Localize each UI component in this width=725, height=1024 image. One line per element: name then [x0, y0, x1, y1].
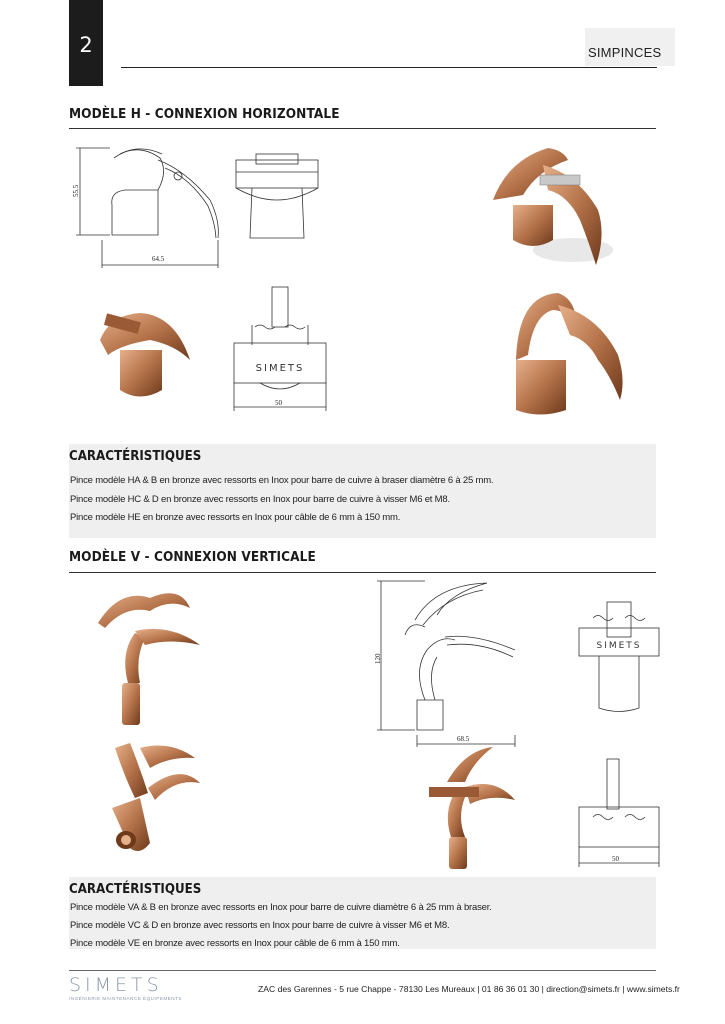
model-h-side-drawing — [70, 140, 230, 275]
page-number-block — [69, 0, 103, 86]
model-v-render-bottom-center — [425, 742, 520, 872]
dim-height-v: 120 — [374, 653, 382, 664]
char-v-title: CARACTÉRISTIQUES — [69, 881, 202, 897]
char-h-line-1: Pince modèle HA & B en bronze avec ressorts en Inox pour barre de cuivre à braser diamètre 6 à 25 mm. — [70, 475, 494, 486]
model-h-front-drawing — [232, 152, 322, 242]
char-v-line-1: Pince modèle VA & B en bronze avec ressorts en Inox pour barre de cuivre diamètre 6 à 25 mm à braser. — [70, 902, 492, 913]
logo-word: SIMETS — [69, 974, 163, 996]
model-v-side-drawing — [365, 575, 525, 750]
dim-width-v: 68.5 — [457, 735, 470, 743]
top-rule — [121, 67, 657, 68]
char-h-box — [69, 444, 656, 538]
section-h-rule — [69, 128, 656, 129]
model-h-spring-drawing — [230, 285, 330, 415]
model-v-render-bottom-left — [100, 738, 210, 858]
model-v-render-top — [90, 583, 210, 728]
char-v-line-3: Pince modèle VE en bronze avec ressorts en Inox pour câble de 6 mm à 150 mm. — [70, 938, 400, 949]
model-h-render-bottom — [498, 285, 633, 420]
dim-width-b-v: 50 — [612, 855, 619, 863]
model-v-spring-drawing — [575, 755, 665, 875]
char-v-box — [69, 877, 656, 949]
char-v-line-2: Pince modèle VC & D en bronze avec ressorts en Inox pour barre de cuivre à visser M6 et M8. — [70, 920, 450, 931]
dim-width-h: 64.5 — [152, 255, 165, 263]
dim-height-h: 55.5 — [72, 184, 80, 197]
char-h-line-2: Pince modèle HC & D en bronze avec ressorts en Inox pour barre de cuivre à visser M6 et M8. — [70, 494, 450, 505]
logo-tagline: INGÉNIERIE MAINTENANCE ÉQUIPEMENTS — [69, 996, 182, 1001]
model-h-render-left — [90, 305, 200, 405]
section-v-title: MODÈLE V - CONNEXION VERTICALE — [69, 549, 316, 565]
model-h-render-top — [488, 140, 618, 272]
page-number: 2 — [79, 33, 93, 57]
section-h-title: MODÈLE H - CONNEXION HORIZONTALE — [69, 106, 340, 122]
char-h-line-3: Pince modèle HE en bronze avec ressorts en Inox pour câble de 6 mm à 150 mm. — [70, 512, 401, 523]
footer-contact: ZAC des Garennes - 5 rue Chappe - 78130 Les Mureaux | 01 86 36 01 30 | direction@simets.fr | www.simets.fr — [258, 984, 680, 994]
footer-rule — [69, 970, 656, 971]
simets-logo — [69, 976, 182, 1001]
model-v-stamp: SIMETS — [596, 641, 642, 651]
dim-width-b-h: 50 — [275, 399, 282, 407]
model-v-front-drawing — [575, 580, 665, 735]
model-h-stamp: SIMETS — [255, 363, 305, 374]
section-v-rule — [69, 572, 656, 573]
header-label: SIMPINCES — [588, 45, 662, 60]
char-h-title: CARACTÉRISTIQUES — [69, 448, 202, 464]
